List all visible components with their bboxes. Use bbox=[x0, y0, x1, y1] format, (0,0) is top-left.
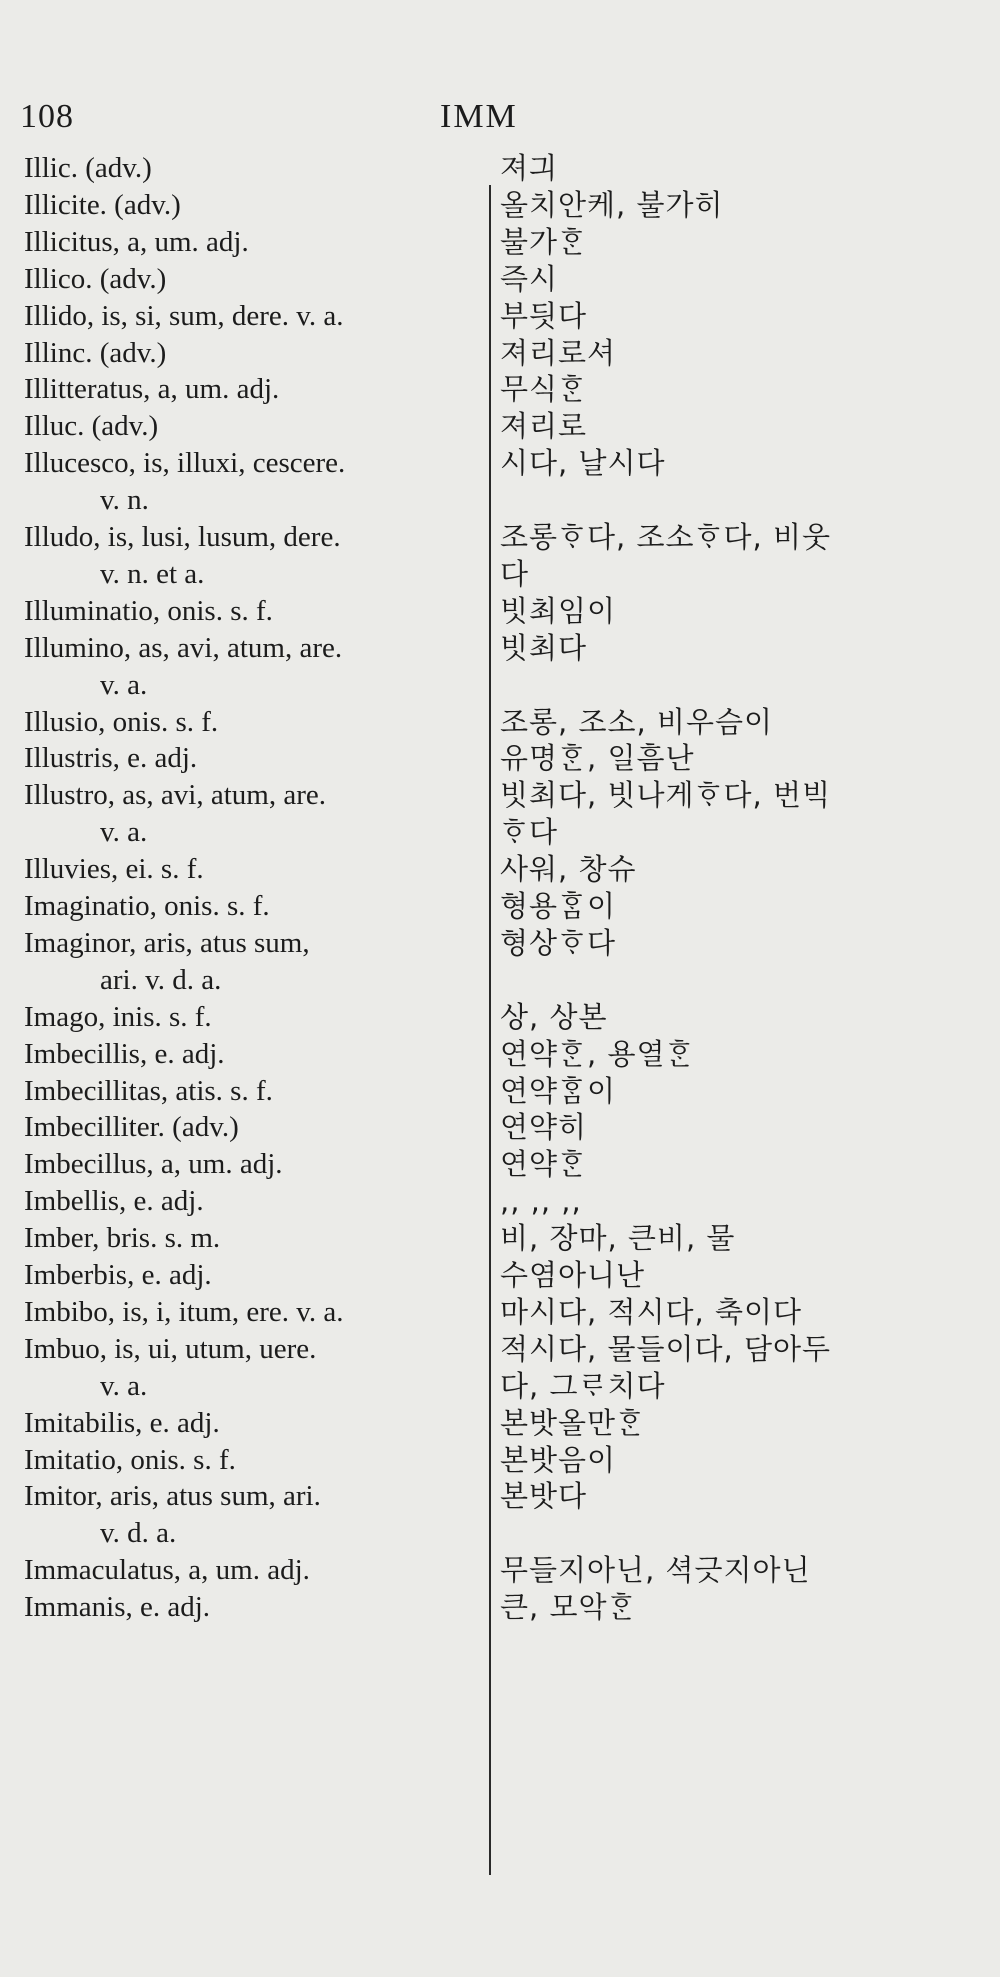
korean-gloss: 본밧음이 bbox=[500, 1443, 617, 1477]
running-head: IMM bbox=[440, 98, 518, 135]
korean-gloss: 다 bbox=[500, 557, 530, 591]
page-number: 108 bbox=[20, 98, 74, 135]
latin-headword: Immanis, e. adj. bbox=[24, 1591, 211, 1623]
korean-gloss: 연약ᄒᆞᆫ, 용열ᄒᆞᆫ bbox=[500, 1037, 695, 1071]
korean-gloss: 상, 상본 bbox=[500, 1000, 608, 1034]
latin-headword: Imbellis, e. adj. bbox=[24, 1185, 204, 1217]
korean-gloss: ᄒᆞ다 bbox=[500, 815, 559, 849]
korean-gloss: 유명ᄒᆞᆫ, 일흠난 bbox=[500, 741, 695, 775]
latin-headword: Illusio, onis. s. f. bbox=[24, 706, 219, 738]
korean-gloss: 올치안케, 불가히 bbox=[500, 188, 724, 222]
korean-gloss: 빗최다, 빗나게ᄒᆞ다, 번빅 bbox=[500, 778, 832, 812]
latin-headword: Illitteratus, a, um. adj. bbox=[24, 373, 280, 405]
latin-headword: Illido, is, si, sum, dere. v. a. bbox=[24, 300, 344, 332]
latin-headword: Illinc. (adv.) bbox=[24, 337, 167, 369]
latin-headword: Imbibo, is, i, itum, ere. v. a. bbox=[24, 1296, 344, 1328]
korean-gloss: ,, ,, ,, bbox=[500, 1184, 582, 1218]
latin-headword: v. a. bbox=[100, 1370, 148, 1402]
latin-headword: Imbuo, is, ui, utum, uere. bbox=[24, 1333, 317, 1365]
latin-headword: v. a. bbox=[100, 669, 148, 701]
korean-gloss: 다, 그ᄅᆞ치다 bbox=[500, 1369, 666, 1403]
korean-gloss: 조롱, 조소, 비우슴이 bbox=[500, 705, 773, 739]
korean-gloss: 형용ᄒᆞᆷ이 bbox=[500, 889, 617, 923]
korean-gloss: 사워, 창슈 bbox=[500, 852, 637, 886]
korean-gloss: 형상ᄒᆞ다 bbox=[500, 926, 617, 960]
korean-gloss: 비, 장마, 큰비, 물 bbox=[500, 1221, 736, 1255]
latin-headword: Illic. (adv.) bbox=[24, 152, 152, 184]
korean-gloss: 본밧다 bbox=[500, 1479, 588, 1513]
latin-headword: ari. v. d. a. bbox=[100, 964, 222, 996]
korean-gloss: 져긔 bbox=[500, 151, 559, 185]
latin-headword: Imaginor, aris, atus sum, bbox=[24, 927, 310, 959]
korean-gloss: 큰, 모악ᄒᆞᆫ bbox=[500, 1590, 637, 1624]
latin-headword: Illicite. (adv.) bbox=[24, 189, 181, 221]
latin-headword: Imitabilis, e. adj. bbox=[24, 1407, 220, 1439]
korean-gloss: 본밧올만ᄒᆞᆫ bbox=[500, 1406, 646, 1440]
korean-gloss: 져리로셔 bbox=[500, 336, 617, 370]
korean-gloss: 연약ᄒᆞᆷ이 bbox=[500, 1074, 617, 1108]
latin-headword: Imitatio, onis. s. f. bbox=[24, 1444, 236, 1476]
korean-gloss: 연약히 bbox=[500, 1110, 588, 1144]
latin-headword: Illustro, as, avi, atum, are. bbox=[24, 779, 326, 811]
latin-headword: Illucesco, is, illuxi, cescere. bbox=[24, 447, 346, 479]
latin-headword: Illustris, e. adj. bbox=[24, 742, 198, 774]
latin-headword: Imbecillus, a, um. adj. bbox=[24, 1148, 283, 1180]
korean-gloss: 연약ᄒᆞᆫ bbox=[500, 1147, 588, 1181]
korean-gloss: 시다, 날시다 bbox=[500, 446, 666, 480]
korean-gloss: 적시다, 물들이다, 담아두 bbox=[500, 1332, 832, 1366]
korean-gloss: 부딋다 bbox=[500, 299, 588, 333]
latin-headword: v. a. bbox=[100, 816, 148, 848]
korean-gloss: 불가ᄒᆞᆫ bbox=[500, 225, 588, 259]
latin-headword: Imbecillitas, atis. s. f. bbox=[24, 1075, 273, 1107]
korean-gloss: 마시다, 적시다, 축이다 bbox=[500, 1295, 802, 1329]
latin-headword: Imbecilliter. (adv.) bbox=[24, 1111, 239, 1143]
korean-gloss: 무들지아닌, 셕긋지아닌 bbox=[500, 1553, 811, 1587]
latin-headword: Illudo, is, lusi, lusum, dere. bbox=[24, 521, 341, 553]
latin-headword: Imitor, aris, atus sum, ari. bbox=[24, 1480, 321, 1512]
latin-headword: Immaculatus, a, um. adj. bbox=[24, 1554, 310, 1586]
latin-headword: Illumino, as, avi, atum, are. bbox=[24, 632, 343, 664]
korean-gloss: 즉시 bbox=[500, 262, 559, 296]
latin-headword: Imber, bris. s. m. bbox=[24, 1222, 221, 1254]
latin-headword: Illuvies, ei. s. f. bbox=[24, 853, 204, 885]
latin-headword: Imago, inis. s. f. bbox=[24, 1001, 212, 1033]
korean-gloss: 빗최다 bbox=[500, 631, 588, 665]
latin-headword: Imbecillis, e. adj. bbox=[24, 1038, 225, 1070]
korean-gloss: 져리로 bbox=[500, 409, 588, 443]
latin-headword: Imberbis, e. adj. bbox=[24, 1259, 212, 1291]
korean-gloss: 무식ᄒᆞᆫ bbox=[500, 372, 588, 406]
korean-gloss: 빗최임이 bbox=[500, 594, 617, 628]
latin-headword: Illuminatio, onis. s. f. bbox=[24, 595, 273, 627]
latin-headword: v. n. bbox=[100, 484, 149, 516]
korean-gloss: 수염아니난 bbox=[500, 1258, 646, 1292]
latin-headword: Illico. (adv.) bbox=[24, 263, 167, 295]
latin-headword: Imaginatio, onis. s. f. bbox=[24, 890, 270, 922]
latin-headword: Illicitus, a, um. adj. bbox=[24, 226, 249, 258]
latin-headword: v. d. a. bbox=[100, 1517, 177, 1549]
korean-gloss: 조롱ᄒᆞ다, 조소ᄒᆞ다, 비웃 bbox=[500, 520, 832, 554]
latin-headword: v. n. et a. bbox=[100, 558, 205, 590]
latin-headword: Illuc. (adv.) bbox=[24, 410, 159, 442]
